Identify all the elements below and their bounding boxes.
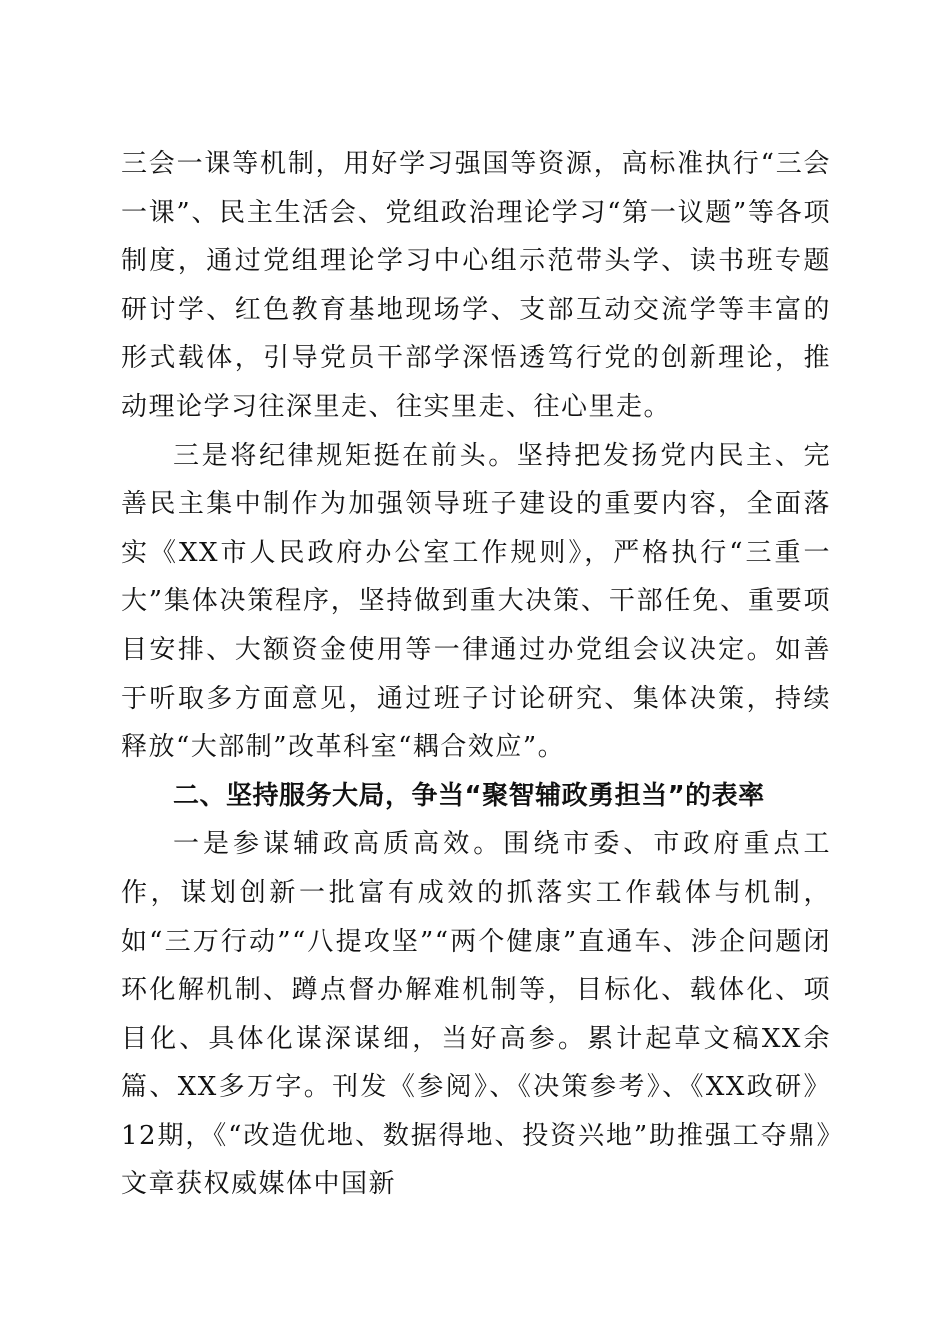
paragraph-continued: 三会一课等机制，用好学习强国等资源，高标准执行“三会一课”、民主生活会、党组政治理论学习“第一议题”等各项制度，通过党组理论学习中心组示范带头学、读书班专题研讨学、红色教育基地现场学、支部互动交流学等丰富的形式载体，引导党员干部学深悟透笃行党的创新理论，推动理论学习往深里走、往实里走、往心里走。 bbox=[121, 149, 831, 422]
paragraph-advisory-work: 一是参谋辅政高质高效。围绕市委、市政府重点工作，谋划创新一批富有成效的抓落实工作载体与机制，如“三万行动”“八提攻坚”“两个健康”直通车、涉企问题闭环化解机制、蹲点督办解难机制等，目标化、载体化、项目化、具体化谋深谋细，当好高参。累计起草文稿XX余篇、XX多万字。刊发《参阅》、《决策参考》、《XX政研》12期，《“改造优地、数据得地、投资兴地”助推强工夺鼎》文章获权威媒体中国新 bbox=[121, 829, 831, 1200]
section-heading: 二、坚持服务大局，争当“聚智辅政勇担当”的表率 bbox=[173, 780, 765, 811]
document-body bbox=[121, 140, 831, 1209]
paragraph-discipline-rules: 三是将纪律规矩挺在前头。坚持把发扬党内民主、完善民主集中制作为加强领导班子建设的重要内容，全面落实《XX市人民政府办公室工作规则》，严格执行“三重一大”集体决策程序，坚持做到重大决策、干部任免、重要项目安排、大额资金使用等一律通过办党组会议决定。如善于听取多方面意见，通过班子讨论研究、集体决策，持续释放“大部制”改革科室“耦合效应”。 bbox=[121, 440, 831, 763]
